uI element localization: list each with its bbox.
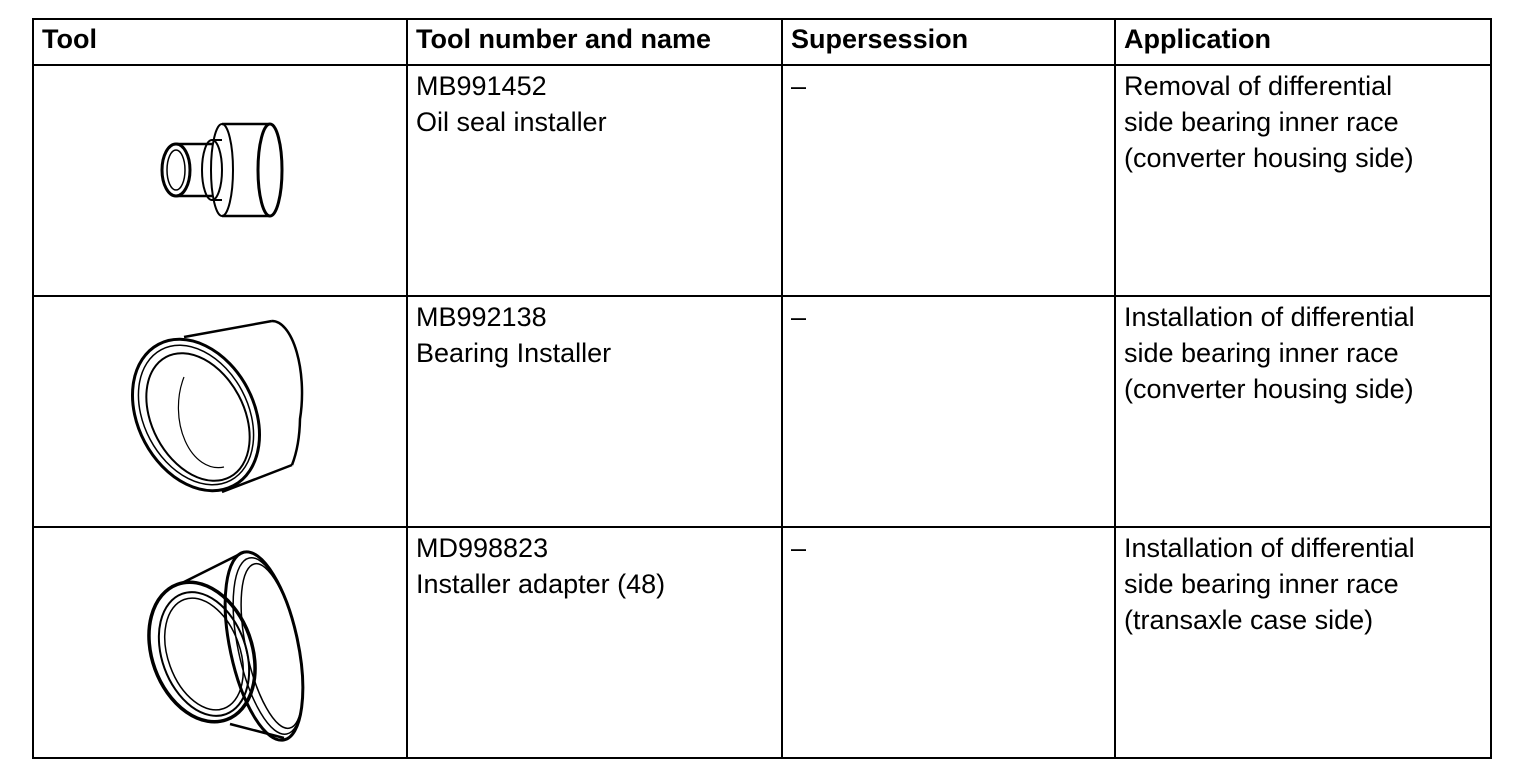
- bearing-installer-illustration: [34, 297, 408, 526]
- installer-adapter-illustration: [34, 528, 408, 757]
- application-line: Installation of differential: [1124, 533, 1415, 563]
- tool-image-cell: [33, 527, 407, 758]
- application-line: (converter housing side): [1124, 143, 1414, 173]
- tool-name: Installer adapter (48): [416, 569, 666, 599]
- tool-number-name-cell: [407, 65, 782, 296]
- table-row: [33, 296, 1491, 527]
- supersession-cell: –: [782, 65, 1115, 296]
- application-line: (converter housing side): [1124, 374, 1414, 404]
- supersession-cell: –: [782, 527, 1115, 758]
- tool-name: Bearing Installer: [416, 338, 612, 368]
- tool-image-cell: [33, 296, 407, 527]
- application-cell: [1115, 65, 1491, 296]
- application-line: side bearing inner race: [1124, 569, 1399, 599]
- header-supersession: Supersession: [782, 19, 1115, 65]
- application-line: (transaxle case side): [1124, 605, 1374, 635]
- application-cell: [1115, 296, 1491, 527]
- header-tool: Tool: [33, 19, 407, 65]
- tool-number-name-cell: [407, 296, 782, 527]
- application-line: side bearing inner race: [1124, 107, 1399, 137]
- supersession-cell: –: [782, 296, 1115, 527]
- table-header-row: [33, 19, 1491, 65]
- tool-number: MD998823: [416, 533, 549, 563]
- tool-name: Oil seal installer: [416, 107, 607, 137]
- tool-number: MB991452: [416, 71, 547, 101]
- tool-image-cell: [33, 65, 407, 296]
- tool-number-name-cell: [407, 527, 782, 758]
- tool-number: MB992138: [416, 302, 547, 332]
- table-row: [33, 527, 1491, 758]
- application-line: Installation of differential: [1124, 302, 1415, 332]
- oil-seal-installer-illustration: [34, 66, 408, 295]
- special-tools-table: [32, 18, 1492, 759]
- application-line: Removal of differential: [1124, 71, 1393, 101]
- table-row: [33, 65, 1491, 296]
- header-application: Application: [1115, 19, 1491, 65]
- application-cell: [1115, 527, 1491, 758]
- application-line: side bearing inner race: [1124, 338, 1399, 368]
- header-tool-number-name: Tool number and name: [407, 19, 782, 65]
